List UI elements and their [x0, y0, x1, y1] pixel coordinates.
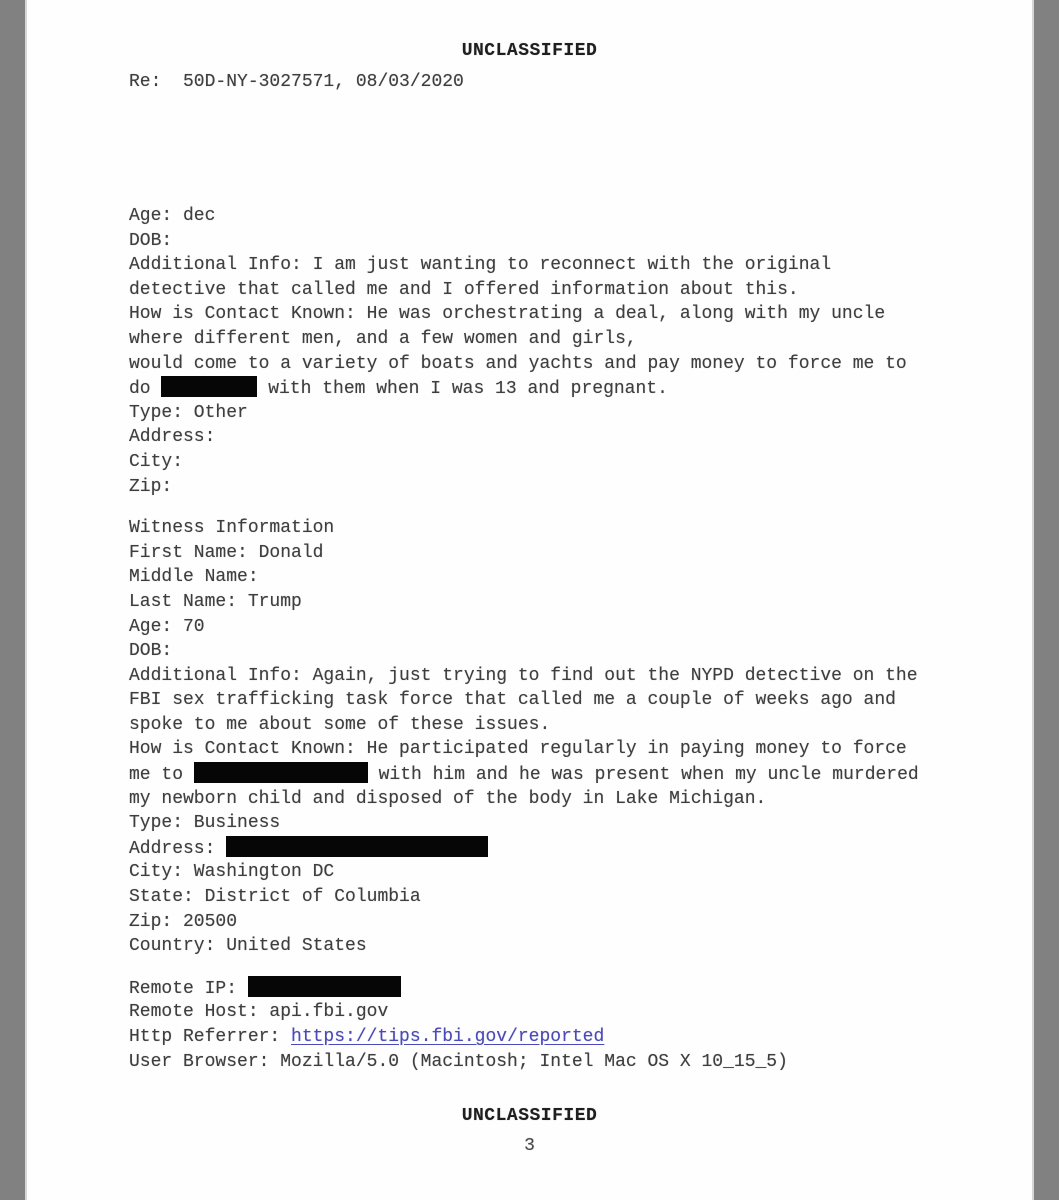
classification-banner-bottom: UNCLASSIFIED [461, 1106, 598, 1126]
document-line [129, 860, 919, 885]
document-line [129, 1050, 919, 1075]
document-text: City: Washington DC [129, 862, 335, 883]
classification-banner-top: UNCLASSIFIED [461, 41, 598, 61]
document-text: Type: Other [129, 402, 248, 423]
document-line [129, 762, 919, 787]
case-reference-line: Re: 50D-NY-3027571, 08/03/2020 [129, 72, 464, 92]
document-text: Additional Info: Again, just trying to find out the NYPD detective on the [129, 665, 918, 686]
document-line [129, 278, 919, 303]
document-text: my newborn child and disposed of the body in Lake Michigan. [129, 788, 767, 809]
document-text: FBI sex trafficking task force that called me a couple of weeks ago and [129, 690, 896, 711]
document-line [129, 229, 919, 254]
document-line [129, 664, 919, 689]
document-text: Age: 70 [129, 616, 205, 637]
document-text: Http Referrer: [129, 1027, 292, 1047]
document-line [129, 976, 919, 1001]
document-line [129, 541, 919, 566]
document-text: User Browser: Mozilla/5.0 (Macintosh; Intel Mac OS X 10_15_5) [129, 1051, 788, 1072]
document-text: City: [129, 451, 184, 472]
document-text: How is Contact Known: He participated regularly in paying money to force [129, 739, 907, 760]
document-line [129, 450, 919, 475]
document-line [129, 688, 919, 713]
document-text: Country: United States [129, 936, 367, 957]
document-line [129, 376, 919, 401]
document-text: Last Name: Trump [129, 591, 302, 612]
scan-margin-left [0, 0, 27, 1200]
document-text: me to [129, 765, 194, 786]
document-text: DOB: [129, 230, 173, 251]
document-line [129, 885, 919, 910]
document-line [129, 327, 919, 352]
document-text: spoke to me about some of these issues. [129, 714, 551, 735]
document-sections [129, 204, 919, 1074]
document-text: Zip: 20500 [129, 911, 238, 932]
document-text: Age: dec [129, 206, 216, 226]
redaction-bar [194, 762, 368, 783]
document-text: Address: [129, 427, 216, 448]
document-page [27, 0, 1032, 1200]
document-line [129, 713, 919, 738]
document-text: do [129, 379, 162, 400]
document-text: where different men, and a few women and girls, [129, 328, 637, 349]
document-line [129, 425, 919, 450]
document-line [129, 737, 919, 762]
document-text: Remote IP: [129, 978, 248, 999]
redaction-bar [161, 376, 257, 397]
document-text: with him and he was present when my uncle murdered [367, 765, 919, 786]
document-line [129, 1025, 919, 1050]
document-line [129, 565, 919, 590]
document-line [129, 910, 919, 935]
document-line [129, 401, 919, 426]
redaction-bar [226, 836, 488, 857]
document-text: Additional Info: I am just wanting to reconnect with the original [129, 255, 832, 276]
document-text: How is Contact Known: He was orchestrating a deal, along with my uncle [129, 304, 886, 325]
document-line [129, 615, 919, 640]
document-line [129, 787, 919, 812]
document-line [129, 934, 919, 959]
document-line [129, 811, 919, 836]
document-text: DOB: [129, 641, 173, 662]
redaction-bar [248, 976, 401, 997]
page-number: 3 [524, 1136, 535, 1156]
document-text: Type: Business [129, 813, 281, 834]
scan-margin-right [1032, 0, 1059, 1200]
document-text: Zip: [129, 476, 173, 497]
document-line [129, 204, 919, 229]
document-text: Middle Name: [129, 567, 259, 588]
section-submission-metadata [129, 976, 919, 1074]
document-line [129, 475, 919, 500]
document-line [129, 836, 919, 861]
document-text: First Name: Donald [129, 542, 324, 563]
document-text: detective that called me and I offered information about this. [129, 279, 799, 300]
document-line [129, 590, 919, 615]
document-line [129, 1000, 919, 1025]
section-tip-subject [129, 204, 919, 499]
document-text: with them when I was 13 and pregnant. [257, 379, 668, 400]
document-line [129, 352, 919, 377]
document-text: State: District of Columbia [129, 887, 421, 908]
http-referrer-link[interactable]: https://tips.fbi.gov/reported [291, 1027, 605, 1047]
section-witness-information [129, 516, 919, 959]
document-text: Remote Host: api.fbi.gov [129, 1002, 389, 1023]
document-text: would come to a variety of boats and yachts and pay money to force me to [129, 353, 907, 374]
document-line [129, 253, 919, 278]
document-text: Witness Information [129, 518, 335, 539]
document-line [129, 302, 919, 327]
document-line [129, 639, 919, 664]
document-text: Address: [129, 838, 227, 859]
document-line [129, 516, 919, 541]
